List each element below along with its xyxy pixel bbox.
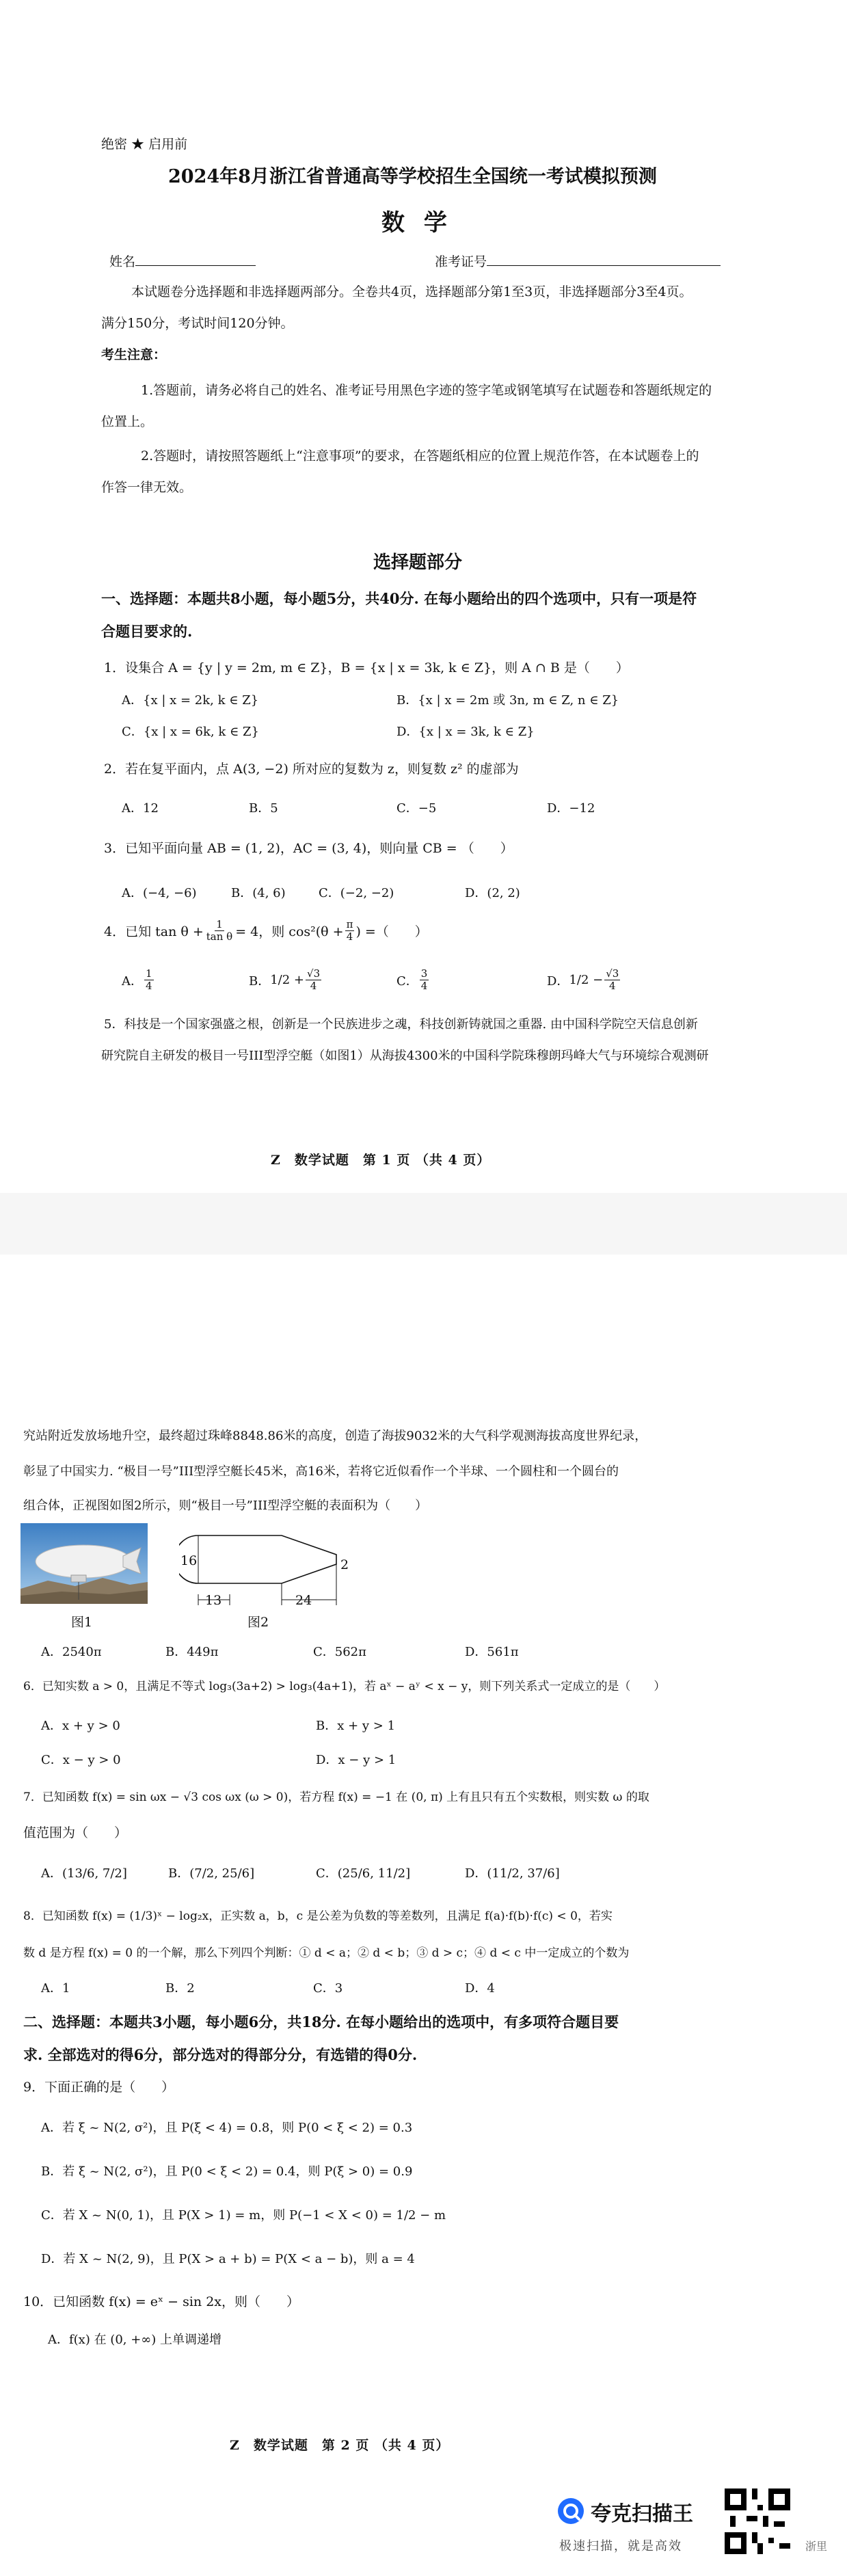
q3-option-d: D．(2, 2) — [465, 886, 520, 900]
scanner-logo-icon — [556, 2497, 585, 2525]
scanner-watermark — [556, 2491, 721, 2566]
q2-option-b: B．5 — [249, 801, 278, 816]
q5-option-a: A．2540π — [41, 1645, 102, 1659]
fig2-caption: 图2 — [247, 1615, 269, 1630]
q5-option-d: D．561π — [465, 1645, 519, 1659]
q4-a-label: A． — [122, 974, 143, 989]
q4-d-den: 4 — [609, 980, 616, 992]
q4-stem — [104, 919, 428, 943]
q6-stem: 6．已知实数 a > 0，且满足不等式 log₃(3a+2) > log₃(4a+1)，若 aˣ − aʸ < x − y，则下列关系式一定成立的是（ ） — [23, 1680, 666, 1693]
q1-option-a: A．{x | x = 2k, k ∈ Z} — [122, 693, 259, 708]
q9-option-d: D．若 X ~ N(2, 9)，且 P(X > a + b) = P(X < a − b)，则 a = 4 — [41, 2252, 415, 2266]
subject-title: 数 学 — [381, 209, 453, 237]
section1-line1: 一、选择题：本题共8小题，每小题5分，共40分. 在每小题给出的四个选项中，只有一项是符 — [101, 590, 697, 607]
id-field — [435, 252, 721, 270]
q5-line3: 究站附近发放场地升空，最终超过珠峰8848.86米的高度，创造了海拔9032米的大气科学观测海拔高度世界纪录， — [23, 1429, 647, 1443]
intro-line2: 满分150分，考试时间120分钟。 — [101, 316, 294, 331]
q9-option-b: B．若 ξ ~ N(2, σ²)，且 P(0 < ξ < 2) = 0.4，则 P(ξ > 0) = 0.9 — [41, 2164, 413, 2179]
q7-option-a: A．(13/6, 7/2] — [41, 1866, 127, 1881]
q1-stem: 1．设集合 A = {y | y = 2m, m ∈ Z}，B = {x | x = 3k, k ∈ Z}，则 A ∩ B 是（ ） — [104, 660, 629, 675]
q8-line1: 8．已知函数 f(x) = (1/3)ˣ − log₂x，正实数 a，b，c 是公差为负数的等差数列，且满足 f(a)·f(b)·f(c) < 0，若实 — [23, 1909, 613, 1923]
q8-option-d: D．4 — [465, 1981, 495, 1996]
q6-option-c: C．x − y > 0 — [41, 1753, 121, 1767]
section1-line2: 合题目要求的. — [101, 623, 193, 640]
q10-option-a: A．f(x) 在 (0, +∞) 上单调递增 — [48, 2333, 222, 2347]
id-label: 准考证号 — [435, 254, 487, 269]
q9-stem: 9．下面正确的是（ ） — [23, 2080, 175, 2095]
q4-b-frac — [306, 968, 321, 992]
q5-line5: 组合体，正视图如图2所示，则“极目一号”III型浮空艇的表面积为（ ） — [23, 1499, 428, 1513]
notice2-b: 作答一律无效。 — [101, 480, 193, 495]
section2-line2: 求. 全部选对的得6分，部分选对的得部分分，有选错的得0分. — [23, 2046, 418, 2063]
intro-line1: 本试题卷分选择题和非选择题两部分。全卷共4页，选择题部分第1至3页，非选择题部分3至4页。 — [131, 284, 693, 299]
q4-b-pre: 1/2 + — [270, 973, 305, 987]
q3-option-a: A．(−4, −6) — [122, 886, 197, 900]
q1-option-b: B．{x | x = 2m 或 3n, m ∈ Z, n ∈ Z} — [396, 693, 619, 708]
fig1-caption: 图1 — [71, 1615, 93, 1630]
q4-option-c — [396, 968, 430, 992]
q8-option-a: A．1 — [41, 1981, 70, 1996]
q7-option-b: B．(7/2, 25/6] — [168, 1866, 255, 1881]
q6-option-d: D．x − y > 1 — [316, 1753, 396, 1767]
q2-option-c: C．−5 — [396, 801, 437, 816]
q4-stem-a: 4．已知 tan θ + — [104, 924, 204, 939]
notice1-b: 位置上。 — [101, 414, 154, 429]
name-label: 姓名 — [109, 254, 136, 269]
q4-d-label: D． — [547, 974, 569, 989]
q4-frac2 — [345, 919, 355, 943]
id-blank — [487, 253, 721, 266]
q4-d-pre: 1/2 − — [569, 973, 604, 987]
q9-option-a: A．若 ξ ~ N(2, σ²)，且 P(ξ < 4) = 0.8，则 P(0 < ξ < 2) = 0.3 — [41, 2121, 413, 2135]
q5-line1: 5．科技是一个国家强盛之根，创新是一个民族进步之魂，科技创新铸就国之重器. 由中国科学院空天信息创新 — [104, 1017, 698, 1032]
airship-outline — [179, 1535, 336, 1583]
q5-option-b: B．449π — [165, 1645, 219, 1659]
q9-option-c: C．若 X ~ N(0, 1)，且 P(X > 1) = m，则 P(−1 < X < 0) = 1/2 − m — [41, 2208, 446, 2223]
q4-c-num: 3 — [420, 967, 428, 980]
secret-label: 绝密 ★ 启用前 — [101, 137, 188, 152]
q7-line1: 7．已知函数 f(x) = sin ωx − √3 cos ωx (ω > 0)，若方程 f(x) = −1 在 (0, π) 上有且只有五个实数根，则实数 ω 的取 — [23, 1790, 649, 1804]
qr-code-drawing — [725, 2488, 790, 2554]
q6-option-a: A．x + y > 0 — [41, 1719, 120, 1733]
q7-option-d: D．(11/2, 37/6] — [465, 1866, 560, 1881]
q4-a-den: 4 — [146, 980, 152, 992]
q4-b-den: 4 — [310, 980, 317, 992]
q2-option-a: A．12 — [122, 801, 159, 816]
q8-option-b: B．2 — [165, 1981, 195, 1996]
qr-code-icon — [725, 2488, 790, 2554]
corner-label: 浙里 — [805, 2540, 828, 2553]
fig-label-16: 16 — [180, 1553, 198, 1568]
q4-frac2-den: 4 — [346, 930, 353, 943]
q5-option-c: C．562π — [313, 1645, 366, 1659]
q4-a-num: 1 — [146, 967, 152, 980]
scanner-brand: 夸克扫描王 — [591, 2502, 693, 2526]
q2-stem: 2．若在复平面内，点 A(3, −2) 所对应的复数为 z，则复数 z² 的虚部为 — [104, 762, 519, 777]
q8-line2: 数 d 是方程 f(x) = 0 的一个解，那么下列四个判断：① d < a；② d < b；③ d > c；④ d < c 中一定成立的个数为 — [23, 1946, 630, 1960]
footer-page-2: Z 数学试题 第 2 页 （共 4 页） — [230, 2438, 450, 2453]
q3-option-b: B．(4, 6) — [231, 886, 286, 900]
q8-option-c: C．3 — [313, 1981, 343, 1996]
fig-label-2: 2 — [340, 1557, 349, 1572]
q4-b-label: B． — [249, 974, 271, 989]
q4-c-frac — [420, 968, 429, 992]
q10-stem: 10．已知函数 f(x) = eˣ − sin 2x，则（ ） — [23, 2294, 299, 2309]
q5-line4: 彰显了中国实力. “极目一号”III型浮空艇长45米，高16米，若将它近似看作一个半球、一个圆柱和一个圆台的 — [23, 1464, 619, 1479]
q1-option-c: C．{x | x = 6k, k ∈ Z} — [122, 725, 259, 739]
q4-frac1-den: tan θ — [206, 930, 233, 943]
q4-d-num: √3 — [606, 967, 619, 980]
scanner-slogan: 极速扫描，就是高效 — [559, 2539, 682, 2553]
q4-frac1-num: 1 — [216, 918, 223, 930]
airship-photo — [21, 1523, 148, 1604]
q4-option-b — [249, 968, 323, 992]
airship-photo-drawing — [21, 1523, 148, 1604]
notice1-a: 1.答题前，请务必将自己的姓名、准考证号用黑色字迹的签字笔或钢笔填写在试题卷和答题纸规定的 — [141, 383, 712, 398]
q4-stem-c: ) =（ ） — [355, 924, 428, 939]
q2-option-d: D．−12 — [547, 801, 595, 816]
q4-c-label: C． — [396, 974, 418, 989]
q5-line2: 研究院自主研发的极目一号III型浮空艇（如图1）从海拔4300米的中国科学院珠穆朗玛峰大气与环境综合观测研 — [101, 1049, 709, 1063]
q4-c-den: 4 — [420, 980, 428, 992]
q1-option-d: D．{x | x = 3k, k ∈ Z} — [396, 725, 535, 739]
notice-title: 考生注意： — [101, 347, 167, 362]
notice2-a: 2.答题时，请按照答题纸上“注意事项”的要求，在答题纸相应的位置上规范作答，在本试题卷上的 — [141, 448, 699, 464]
front-view-diagram — [179, 1529, 384, 1624]
q4-option-a — [122, 968, 155, 992]
q4-option-d — [547, 968, 621, 992]
page-gap — [0, 1193, 847, 1255]
footer-page-1: Z 数学试题 第 1 页 （共 4 页） — [271, 1153, 491, 1168]
part1-title: 选择题部分 — [373, 552, 463, 573]
name-blank — [135, 253, 256, 266]
fig-label-24: 24 — [295, 1593, 312, 1608]
section2-line1: 二、选择题：本题共3小题，每小题6分，共18分. 在每小题给出的选项中，有多项符合题目要 — [23, 2013, 619, 2030]
q4-stem-b: = 4，则 cos²(θ + — [235, 924, 344, 939]
q4-frac2-num: π — [346, 918, 353, 930]
q4-frac1 — [205, 919, 234, 943]
q3-stem: 3．已知平面向量 AB = (1, 2)，AC = (3, 4)，则向量 CB = （ ） — [104, 841, 513, 856]
fig-label-13: 13 — [205, 1593, 222, 1608]
q4-b-num: √3 — [307, 967, 321, 980]
q7-line2: 值范围为（ ） — [23, 1825, 128, 1840]
q4-d-frac — [604, 968, 620, 992]
name-field — [109, 252, 256, 270]
q4-a-frac — [144, 968, 154, 992]
exam-title: 2024年8月浙江省普通高等学校招生全国统一考试模拟预测 — [168, 166, 657, 187]
q7-option-c: C．(25/6, 11/2] — [316, 1866, 411, 1881]
q3-option-c: C．(−2, −2) — [319, 886, 394, 900]
q6-option-b: B．x + y > 1 — [316, 1719, 396, 1733]
